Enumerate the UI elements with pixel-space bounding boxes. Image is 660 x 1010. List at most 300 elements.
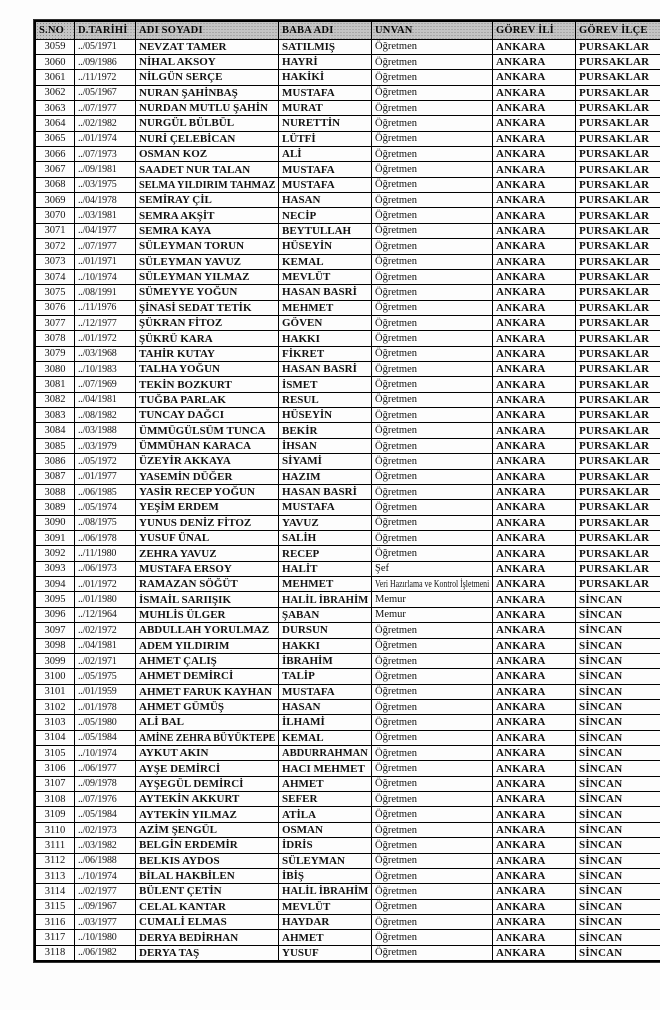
- cell-text: Öğretmen: [375, 455, 417, 467]
- cell-text: ANKARA: [496, 378, 546, 391]
- cell-full-name: [136, 715, 279, 730]
- cell-sno: [35, 669, 75, 684]
- table-row: [35, 868, 660, 883]
- cell-text: SEMRA KAYA: [139, 224, 212, 237]
- cell-sno: [35, 208, 75, 223]
- cell-text: Öğretmen: [375, 839, 417, 851]
- cell-text: PURSAKLAR: [579, 470, 650, 483]
- cell-text: NİHAL AKSOY: [139, 56, 216, 69]
- cell-province: [493, 208, 576, 223]
- cell-district: [576, 377, 660, 392]
- cell-father-name: [279, 638, 372, 653]
- cell-text: 3073: [44, 256, 66, 268]
- cell-text: 3085: [44, 440, 66, 452]
- cell-text: AHMET ÇALIŞ: [139, 655, 217, 668]
- cell-full-name: [136, 239, 279, 254]
- cell-district: [576, 761, 660, 776]
- cell-title: [372, 454, 493, 469]
- cell-province: [493, 362, 576, 377]
- cell-text: ../02/1971: [78, 655, 117, 667]
- cell-text: SATILMIŞ: [282, 40, 335, 53]
- cell-text: Öğretmen: [375, 148, 417, 160]
- cell-sno: [35, 315, 75, 330]
- table-row: [35, 346, 660, 361]
- table-row: [35, 331, 660, 346]
- cell-text: ŞÜKRAN FİTOZ: [139, 317, 223, 330]
- cell-sno: [35, 638, 75, 653]
- cell-text: ANKARA: [496, 624, 546, 637]
- table-row: [35, 147, 660, 162]
- cell-sno: [35, 254, 75, 269]
- table-body: [35, 39, 660, 961]
- cell-province: [493, 577, 576, 592]
- cell-province: [493, 177, 576, 192]
- cell-father-name: [279, 868, 372, 883]
- cell-title: [372, 561, 493, 576]
- cell-text: ../05/1980: [78, 716, 117, 728]
- cell-text: PURSAKLAR: [579, 424, 650, 437]
- cell-birth-date: [75, 761, 136, 776]
- cell-text: ../08/1991: [78, 286, 117, 298]
- cell-text: ANKARA: [496, 931, 546, 944]
- cell-title: [372, 438, 493, 453]
- column-header-label: GÖREV İLİ: [496, 24, 554, 36]
- cell-district: [576, 730, 660, 745]
- cell-text: SİNCAN: [579, 716, 623, 729]
- cell-text: ../02/1973: [78, 824, 117, 836]
- cell-text: Öğretmen: [375, 102, 417, 114]
- cell-text: SİNCAN: [579, 639, 623, 652]
- cell-district: [576, 484, 660, 499]
- cell-text: PURSAKLAR: [579, 301, 650, 314]
- cell-father-name: [279, 531, 372, 546]
- cell-text: 3100: [44, 670, 66, 682]
- cell-text: PURSAKLAR: [579, 194, 650, 207]
- cell-text: YUSUF ÜNAL: [139, 532, 210, 545]
- cell-text: ANKARA: [496, 332, 546, 345]
- cell-text: 3074: [44, 271, 66, 283]
- cell-text: SİNCAN: [579, 885, 623, 898]
- cell-title: [372, 70, 493, 85]
- cell-province: [493, 822, 576, 837]
- cell-province: [493, 285, 576, 300]
- cell-sno: [35, 899, 75, 914]
- cell-text: ../12/1977: [78, 317, 117, 329]
- cell-father-name: [279, 285, 372, 300]
- cell-district: [576, 254, 660, 269]
- column-header-label: UNVAN: [375, 24, 413, 36]
- cell-text: ../11/1980: [78, 548, 117, 560]
- cell-text: GÖVEN: [282, 317, 323, 330]
- cell-text: İHSAN: [282, 440, 317, 453]
- cell-text: ../01/1974: [78, 133, 117, 145]
- cell-sno: [35, 116, 75, 131]
- cell-title: [372, 515, 493, 530]
- cell-text: PURSAKLAR: [579, 224, 650, 237]
- cell-sno: [35, 684, 75, 699]
- cell-title: [372, 162, 493, 177]
- cell-text: ANKARA: [496, 194, 546, 207]
- cell-text: ANKARA: [496, 870, 546, 883]
- cell-text: 3092: [44, 548, 66, 560]
- cell-title: [372, 177, 493, 192]
- cell-birth-date: [75, 285, 136, 300]
- cell-title: [372, 100, 493, 115]
- table-row: [35, 269, 660, 284]
- cell-text: 3075: [44, 286, 66, 298]
- cell-sno: [35, 838, 75, 853]
- cell-title: [372, 623, 493, 638]
- cell-text: Öğretmen: [375, 164, 417, 176]
- cell-text: 3068: [44, 179, 66, 191]
- table-row: [35, 39, 660, 54]
- cell-text: PURSAKLAR: [579, 393, 650, 406]
- cell-text: BÜLENT ÇETİN: [139, 885, 222, 898]
- cell-father-name: [279, 116, 372, 131]
- cell-text: 3067: [44, 164, 66, 176]
- cell-text: 3064: [44, 117, 66, 129]
- cell-text: ../05/1974: [78, 501, 117, 513]
- cell-text: Öğretmen: [375, 701, 417, 713]
- cell-province: [493, 131, 576, 146]
- cell-father-name: [279, 315, 372, 330]
- cell-full-name: [136, 930, 279, 945]
- cell-father-name: [279, 592, 372, 607]
- cell-full-name: [136, 761, 279, 776]
- cell-birth-date: [75, 315, 136, 330]
- cell-birth-date: [75, 699, 136, 714]
- cell-birth-date: [75, 930, 136, 945]
- cell-province: [493, 100, 576, 115]
- cell-text: HÜSEYİN: [282, 240, 333, 253]
- table-row: [35, 193, 660, 208]
- cell-text: SİNCAN: [579, 608, 623, 621]
- cell-text: ANKARA: [496, 132, 546, 145]
- cell-text: ANKARA: [496, 854, 546, 867]
- cell-father-name: [279, 561, 372, 576]
- cell-province: [493, 346, 576, 361]
- cell-text: ../10/1983: [78, 363, 117, 375]
- cell-father-name: [279, 945, 372, 960]
- cell-text: 3114: [44, 885, 66, 897]
- cell-text: SÜLEYMAN YILMAZ: [139, 271, 250, 284]
- cell-full-name: [136, 914, 279, 929]
- cell-text: AHMET GÜMÜŞ: [139, 701, 225, 714]
- cell-district: [576, 423, 660, 438]
- cell-father-name: [279, 223, 372, 238]
- cell-text: ANKARA: [496, 547, 546, 560]
- cell-text: 3110: [44, 824, 66, 836]
- cell-full-name: [136, 223, 279, 238]
- cell-sno: [35, 362, 75, 377]
- cell-full-name: [136, 315, 279, 330]
- cell-sno: [35, 346, 75, 361]
- cell-title: [372, 39, 493, 54]
- cell-text: ../10/1974: [78, 271, 117, 283]
- cell-text: PURSAKLAR: [579, 286, 650, 299]
- cell-birth-date: [75, 131, 136, 146]
- cell-text: 3116: [44, 916, 66, 928]
- cell-province: [493, 162, 576, 177]
- cell-text: SALİH: [282, 532, 317, 545]
- cell-text: Öğretmen: [375, 747, 417, 759]
- cell-province: [493, 746, 576, 761]
- cell-birth-date: [75, 515, 136, 530]
- cell-province: [493, 930, 576, 945]
- cell-district: [576, 515, 660, 530]
- cell-text: 3112: [44, 855, 66, 867]
- cell-text: Öğretmen: [375, 256, 417, 268]
- cell-text: Öğretmen: [375, 778, 417, 790]
- cell-sno: [35, 515, 75, 530]
- cell-text: Öğretmen: [375, 716, 417, 728]
- cell-text: HASAN BASRİ: [282, 363, 357, 376]
- table-row: [35, 208, 660, 223]
- cell-text: ANKARA: [496, 363, 546, 376]
- cell-father-name: [279, 85, 372, 100]
- cell-text: PURSAKLAR: [579, 148, 650, 161]
- cell-province: [493, 269, 576, 284]
- cell-father-name: [279, 730, 372, 745]
- cell-sno: [35, 223, 75, 238]
- cell-text: YASİR RECEP YOĞUN: [139, 486, 255, 499]
- cell-text: 3079: [44, 348, 66, 360]
- cell-text: SİNCAN: [579, 854, 623, 867]
- cell-father-name: [279, 715, 372, 730]
- cell-text: PURSAKLAR: [579, 163, 650, 176]
- cell-text: SİYAMİ: [282, 455, 322, 468]
- cell-full-name: [136, 208, 279, 223]
- cell-text: KEMAL: [282, 255, 324, 268]
- cell-sno: [35, 39, 75, 54]
- cell-text: ../10/1974: [78, 870, 117, 882]
- cell-sno: [35, 500, 75, 515]
- cell-district: [576, 623, 660, 638]
- cell-text: Öğretmen: [375, 901, 417, 913]
- table-row: [35, 85, 660, 100]
- cell-text: Memur: [375, 609, 406, 621]
- table-row: [35, 423, 660, 438]
- cell-text: ANKARA: [496, 209, 546, 222]
- cell-birth-date: [75, 807, 136, 822]
- cell-district: [576, 131, 660, 146]
- cell-text: Öğretmen: [375, 732, 417, 744]
- cell-text: PURSAKLAR: [579, 117, 650, 130]
- cell-birth-date: [75, 346, 136, 361]
- cell-text: 3111: [44, 839, 66, 851]
- cell-province: [493, 85, 576, 100]
- cell-text: BELGİN ERDEMİR: [139, 839, 238, 852]
- cell-text: Öğretmen: [375, 425, 417, 437]
- cell-text: ../04/1981: [78, 394, 117, 406]
- cell-text: ANKARA: [496, 639, 546, 652]
- cell-province: [493, 761, 576, 776]
- cell-province: [493, 469, 576, 484]
- cell-full-name: [136, 531, 279, 546]
- cell-title: [372, 116, 493, 131]
- cell-sno: [35, 561, 75, 576]
- cell-province: [493, 331, 576, 346]
- table-row: [35, 623, 660, 638]
- cell-title: [372, 269, 493, 284]
- cell-text: ../07/1969: [78, 379, 117, 391]
- table-row: [35, 592, 660, 607]
- cell-district: [576, 653, 660, 668]
- cell-sno: [35, 577, 75, 592]
- cell-text: TAHİR KUTAY: [139, 347, 215, 360]
- cell-text: ../09/1981: [78, 164, 117, 176]
- cell-text: ../03/1968: [78, 348, 117, 360]
- cell-text: YAVUZ: [282, 516, 319, 529]
- cell-province: [493, 54, 576, 69]
- cell-text: ../12/1964: [78, 609, 117, 621]
- cell-text: PURSAKLAR: [579, 209, 650, 222]
- cell-title: [372, 715, 493, 730]
- cell-full-name: [136, 546, 279, 561]
- cell-sno: [35, 761, 75, 776]
- cell-text: Öğretmen: [375, 363, 417, 375]
- cell-title: [372, 423, 493, 438]
- cell-district: [576, 500, 660, 515]
- cell-text: Öğretmen: [375, 640, 417, 652]
- cell-text: ANKARA: [496, 56, 546, 69]
- cell-district: [576, 577, 660, 592]
- cell-text: ANKARA: [496, 255, 546, 268]
- cell-text: ZEHRA YAVUZ: [139, 547, 217, 560]
- cell-text: SİNCAN: [579, 701, 623, 714]
- table-row: [35, 914, 660, 929]
- cell-province: [493, 70, 576, 85]
- cell-text: 3060: [44, 56, 66, 68]
- cell-province: [493, 914, 576, 929]
- cell-text: ANKARA: [496, 578, 546, 591]
- cell-full-name: [136, 39, 279, 54]
- cell-text: 3105: [44, 747, 66, 759]
- cell-sno: [35, 715, 75, 730]
- table-row: [35, 223, 660, 238]
- cell-text: ANKARA: [496, 562, 546, 575]
- cell-text: RECEP: [282, 547, 320, 560]
- cell-text: MUSTAFA: [282, 163, 335, 176]
- cell-father-name: [279, 177, 372, 192]
- cell-text: SEMİRAY ÇİL: [139, 194, 212, 207]
- cell-title: [372, 500, 493, 515]
- cell-text: 3072: [44, 240, 66, 252]
- cell-text: ../03/1977: [78, 916, 117, 928]
- cell-text: ANKARA: [496, 824, 546, 836]
- cell-text: İSMAİL SARIIŞIK: [139, 593, 232, 606]
- cell-father-name: [279, 100, 372, 115]
- cell-text: SİNCAN: [579, 670, 623, 683]
- cell-sno: [35, 746, 75, 761]
- cell-birth-date: [75, 730, 136, 745]
- cell-father-name: [279, 546, 372, 561]
- cell-district: [576, 469, 660, 484]
- cell-text: ANKARA: [496, 317, 546, 330]
- cell-text: ../02/1982: [78, 117, 117, 129]
- cell-text: PURSAKLAR: [579, 271, 650, 284]
- cell-full-name: [136, 269, 279, 284]
- cell-text: ANKARA: [496, 808, 546, 821]
- cell-text: SELMA YILDIRIM TAHMAZ: [139, 178, 276, 191]
- cell-birth-date: [75, 531, 136, 546]
- cell-title: [372, 638, 493, 653]
- cell-province: [493, 484, 576, 499]
- cell-full-name: [136, 100, 279, 115]
- cell-birth-date: [75, 792, 136, 807]
- cell-province: [493, 638, 576, 653]
- cell-text: SİNCAN: [579, 900, 623, 913]
- cell-text: Öğretmen: [375, 655, 417, 667]
- cell-birth-date: [75, 822, 136, 837]
- cell-text: ../10/1974: [78, 747, 117, 759]
- cell-text: DERYA BEDİRHAN: [139, 931, 239, 944]
- cell-district: [576, 331, 660, 346]
- cell-title: [372, 315, 493, 330]
- cell-text: SİNCAN: [579, 793, 623, 806]
- cell-birth-date: [75, 561, 136, 576]
- cell-district: [576, 285, 660, 300]
- cell-text: BELKIS AYDOS: [139, 854, 220, 867]
- cell-text: PURSAKLAR: [579, 486, 650, 499]
- cell-province: [493, 669, 576, 684]
- cell-sno: [35, 193, 75, 208]
- cell-title: [372, 884, 493, 899]
- cell-sno: [35, 377, 75, 392]
- cell-text: Öğretmen: [375, 548, 417, 560]
- cell-text: ../03/1979: [78, 440, 117, 452]
- cell-sno: [35, 868, 75, 883]
- cell-text: ANKARA: [496, 655, 546, 668]
- cell-text: ../05/1967: [78, 87, 117, 99]
- cell-birth-date: [75, 269, 136, 284]
- cell-province: [493, 315, 576, 330]
- cell-text: ŞABAN: [282, 608, 320, 621]
- cell-birth-date: [75, 438, 136, 453]
- cell-text: ANKARA: [496, 593, 546, 606]
- cell-sno: [35, 300, 75, 315]
- cell-text: ŞÜKRÜ KARA: [139, 332, 213, 345]
- cell-text: ANKARA: [496, 486, 546, 499]
- cell-text: ../07/1977: [78, 240, 117, 252]
- cell-text: MUSTAFA: [282, 86, 335, 99]
- cell-text: HAKKI: [282, 639, 320, 652]
- cell-text: İBİŞ: [282, 870, 305, 883]
- cell-text: AHMET: [282, 777, 324, 790]
- cell-text: Öğretmen: [375, 317, 417, 329]
- cell-district: [576, 684, 660, 699]
- cell-text: ../04/1977: [78, 225, 117, 237]
- cell-text: Öğretmen: [375, 793, 417, 805]
- table-row: [35, 70, 660, 85]
- cell-full-name: [136, 669, 279, 684]
- cell-birth-date: [75, 116, 136, 131]
- table-row: [35, 300, 660, 315]
- table-row: [35, 699, 660, 714]
- cell-district: [576, 930, 660, 945]
- table-row: [35, 792, 660, 807]
- cell-full-name: [136, 853, 279, 868]
- cell-birth-date: [75, 853, 136, 868]
- cell-father-name: [279, 454, 372, 469]
- cell-district: [576, 592, 660, 607]
- cell-sno: [35, 285, 75, 300]
- cell-province: [493, 300, 576, 315]
- cell-text: ABDULLAH YORULMAZ: [139, 624, 270, 637]
- cell-birth-date: [75, 162, 136, 177]
- table-row: [35, 884, 660, 899]
- cell-text: TEKİN BOZKURT: [139, 378, 232, 391]
